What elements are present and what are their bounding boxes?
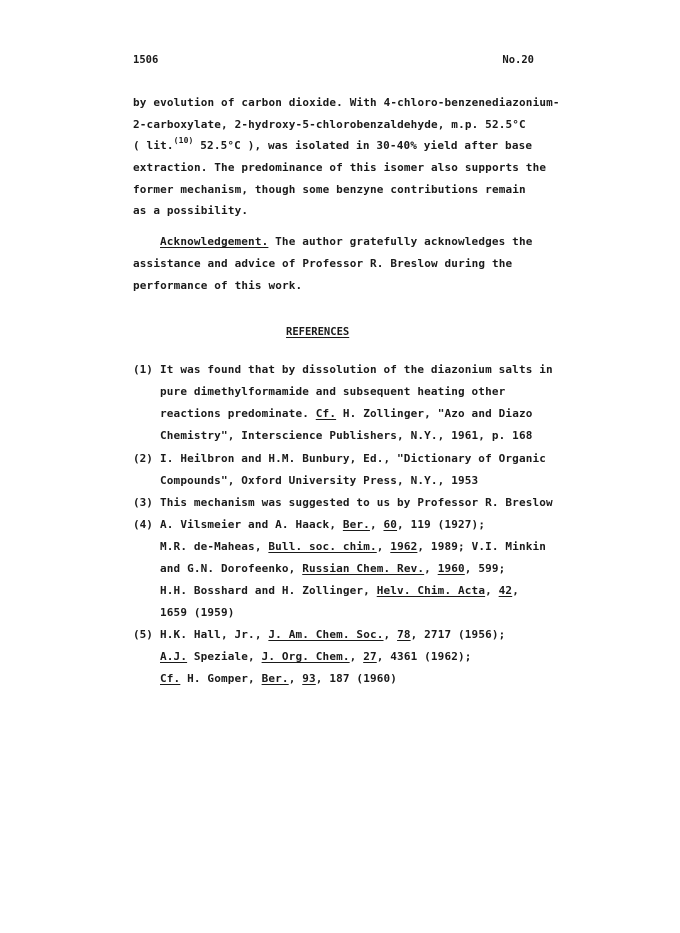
text: H. Gomper,	[180, 672, 262, 685]
text: ,	[369, 518, 384, 531]
text: M.R. de-Maheas,	[160, 540, 269, 553]
volume: 60	[383, 518, 398, 531]
body-line	[133, 136, 533, 152]
text: ,	[349, 650, 364, 663]
reference-line: It was found that by dissolution of the diazonium salts in	[160, 363, 553, 376]
text: , 2717 (1956);	[410, 628, 506, 641]
text: ( lit.	[133, 139, 174, 152]
reference-line: This mechanism was suggested to us by Professor R. Breslow	[160, 496, 553, 509]
text: Speziale,	[187, 650, 262, 663]
reference-line: Compounds", Oxford University Press, N.Y., 1953	[160, 474, 479, 487]
volume: 93	[302, 672, 316, 685]
text: , 187 (1960)	[315, 672, 398, 685]
author-initials: A.J.	[160, 650, 188, 663]
volume: 1960	[437, 562, 465, 575]
text: reactions predominate.	[160, 407, 316, 420]
citation-superscript: (10)	[173, 136, 194, 145]
text: ,	[424, 562, 438, 575]
volume: 78	[397, 628, 411, 641]
reference-number: (3)	[133, 496, 153, 509]
text: H.H. Bosshard and H. Zollinger,	[160, 584, 377, 597]
volume: 1962	[390, 540, 418, 553]
text: , 599;	[464, 562, 506, 575]
reference-line: I. Heilbron and H.M. Bunbury, Ed., "Dictionary of Organic	[160, 452, 547, 465]
body-line: former mechanism, though some benzyne contributions remain	[133, 183, 526, 196]
text: ,	[288, 672, 303, 685]
volume: 42	[498, 584, 513, 597]
text: ,	[485, 584, 499, 597]
reference-line	[160, 650, 472, 663]
body-line: extraction. The predominance of this isomer also supports the	[133, 161, 547, 174]
reference-line	[160, 584, 519, 597]
citation-cf: Cf.	[315, 407, 337, 420]
citation-cf: Cf.	[160, 672, 181, 685]
journal-name: Ber.	[261, 672, 289, 685]
text: H. Zollinger, "Azo and Diazo	[336, 407, 533, 420]
body-line: by evolution of carbon dioxide. With 4-chloro-benzenediazonium-	[133, 96, 560, 109]
text: ,	[383, 628, 398, 641]
text: ,	[512, 584, 519, 597]
body-line: as a possibility.	[133, 204, 249, 217]
journal-name: J. Org. Chem.	[261, 650, 350, 663]
acknowledgement-title: Acknowledgement.	[160, 235, 269, 248]
reference-line	[160, 518, 485, 531]
journal-name: Helv. Chim. Acta	[376, 584, 486, 597]
text: The author gratefully acknowledges the	[268, 235, 533, 248]
body-line: 2-carboxylate, 2-hydroxy-5-chlorobenzaldehyde, m.p. 52.5°C	[133, 118, 526, 131]
journal-name: Russian Chem. Rev.	[302, 562, 425, 575]
issue-number: No.20	[502, 54, 534, 66]
text: 52.5°C ), was isolated in 30-40% yield after base	[193, 139, 533, 152]
text: , 119 (1927);	[397, 518, 486, 531]
references-heading: REFERENCES	[286, 326, 350, 338]
reference-number: (1)	[133, 363, 153, 376]
reference-line: Chemistry", Interscience Publishers, N.Y., 1961, p. 168	[160, 429, 533, 442]
text: A. Vilsmeier and A. Haack,	[160, 518, 343, 531]
volume: 27	[363, 650, 377, 663]
page-number: 1506	[133, 54, 159, 66]
text: ,	[376, 540, 391, 553]
journal-name: J. Am. Chem. Soc.	[268, 628, 384, 641]
reference-line	[160, 672, 397, 685]
reference-number: (4)	[133, 518, 153, 531]
text: H.K. Hall, Jr.,	[160, 628, 269, 641]
journal-name: Ber.	[342, 518, 370, 531]
reference-line: pure dimethylformamide and subsequent heating other	[160, 385, 506, 398]
reference-line	[160, 562, 505, 575]
reference-line	[160, 407, 533, 420]
acknowledgement-line: performance of this work.	[133, 279, 303, 292]
reference-line	[160, 628, 505, 641]
reference-line: 1659 (1959)	[160, 606, 235, 619]
text: and G.N. Dorofeenko,	[160, 562, 303, 575]
acknowledgement-line: assistance and advice of Professor R. Breslow during the	[133, 257, 513, 270]
reference-line	[160, 540, 546, 553]
acknowledgement-line	[160, 235, 533, 248]
journal-name: Bull. soc. chim.	[268, 540, 377, 553]
reference-number: (2)	[133, 452, 153, 465]
reference-number: (5)	[133, 628, 153, 641]
text: , 1989; V.I. Minkin	[417, 540, 547, 553]
text: , 4361 (1962);	[376, 650, 472, 663]
